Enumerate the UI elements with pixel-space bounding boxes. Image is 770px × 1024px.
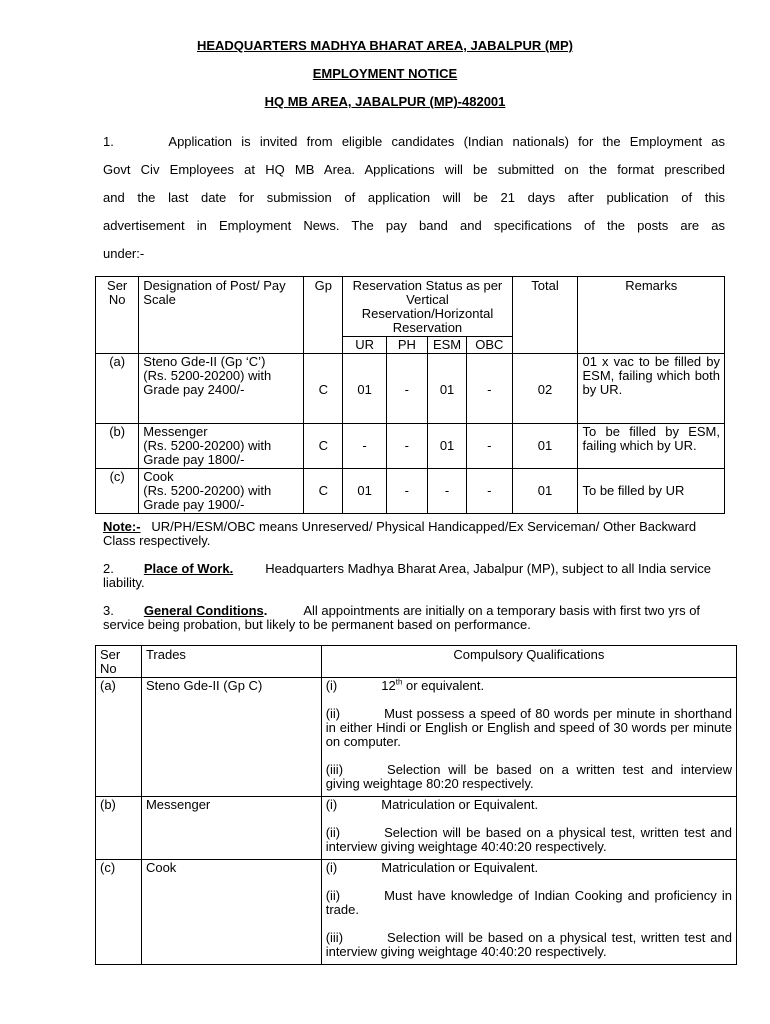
q-b-i-text: Matriculation or Equivalent. (381, 797, 539, 812)
note-text: UR/PH/ESM/OBC means Unreserved/ Physical Handicapped/Ex Serviceman/ Other Backward Class respectively. (103, 519, 697, 548)
row-b-grade-pay: Grade pay 1800/- (143, 452, 245, 467)
q-a-iii-text: Selection will be based on a written test and interview giving weightage 80:20 respectively. (325, 762, 732, 791)
q-row-b-trade: Messenger (141, 797, 321, 860)
header-esm: ESM (427, 337, 466, 354)
header-gp: Gp (304, 277, 343, 354)
q-c-ii-num: (ii) (325, 888, 341, 903)
q-a-i-sup: th (395, 677, 403, 687)
row-c-designation (139, 469, 304, 514)
intro-paragraph (103, 128, 725, 268)
para3-text: All appointments are initially on a temporary basis with first two yrs of service being probation, but likely to be permanent based on performance. (103, 603, 701, 632)
row-c-gp: C (304, 469, 343, 514)
q-row-b-qualifications (321, 797, 736, 860)
para3-number: 3. (103, 603, 114, 618)
row-c-grade-pay: Grade pay 1900/- (143, 497, 245, 512)
q-header-qualifications: Compulsory Qualifications (321, 646, 736, 678)
q-a-i-text: or equivalent. (402, 678, 485, 693)
intro-line-2: Govt Civ Employees at HQ MB Area. Applications will be submitted on the format prescribed (103, 162, 725, 177)
row-a-grade-pay: Grade pay 2400/- (143, 382, 245, 397)
row-a-gp: C (304, 354, 343, 424)
q-a-iii-num: (iii) (325, 762, 344, 777)
row-a-obc: - (467, 354, 512, 424)
q-c-iii-num: (iii) (325, 930, 344, 945)
row-a-remarks: 01 x vac to be filled by ESM, failing which both by UR. (578, 354, 725, 424)
q-c-ii-text: Must have knowledge of Indian Cooking and proficiency in trade. (325, 888, 732, 917)
header-total: Total (512, 277, 578, 354)
q-row-c-trade: Cook (141, 860, 321, 965)
q-row-b-ser: (b) (96, 797, 142, 860)
q-a-i-pre: 12 (381, 678, 396, 693)
header-ser-no: Ser No (96, 277, 139, 354)
general-conditions-paragraph: 3. General Conditions. All appointments are initially on a temporary basis with first two yrs of service being probation, but likely to be permanent based on performance. (103, 603, 701, 632)
para2-number: 2. (103, 561, 114, 576)
row-b-gp: C (304, 424, 343, 469)
row-a-ur: 01 (343, 354, 386, 424)
address-title: HQ MB AREA, JABALPUR (MP)-482001 (264, 94, 506, 109)
row-b-esm: 01 (427, 424, 466, 469)
q-row-a-ser: (a) (96, 678, 142, 797)
para3-title: General Conditions (143, 603, 264, 618)
row-c-ur: 01 (343, 469, 386, 514)
intro-line-5: under:- (103, 246, 145, 261)
q-header-trades: Trades (141, 646, 321, 678)
row-b-remarks: To be filled by ESM, failing which by UR. (578, 424, 725, 469)
notice-title: EMPLOYMENT NOTICE (312, 66, 458, 81)
q-header-ser-no: Ser No (96, 646, 142, 678)
q-c-i-num: (i) (325, 860, 338, 875)
row-b-obc: - (467, 424, 512, 469)
row-b-post: Messenger (143, 424, 208, 439)
place-of-work-paragraph (103, 562, 728, 590)
row-b-total: 01 (512, 424, 578, 469)
row-a-esm: 01 (427, 354, 466, 424)
row-c-post: Cook (143, 469, 174, 484)
q-c-iii-text: Selection will be based on a physical test, written test and interview giving weightage 40:40:20 respectively. (325, 930, 732, 959)
q-a-ii-num: (ii) (325, 706, 341, 721)
header-designation: Designation of Post/ Pay Scale (139, 277, 304, 354)
row-c-total: 01 (512, 469, 578, 514)
q-b-ii-num: (ii) (325, 825, 341, 840)
header-ph: PH (386, 337, 427, 354)
note-label: Note:- (103, 519, 141, 534)
q-row-c-ser: (c) (96, 860, 142, 965)
row-a-total: 02 (512, 354, 578, 424)
row-b-ur: - (343, 424, 386, 469)
row-a-post: Steno Gde-II (Gp ‘C’) (143, 354, 266, 369)
posts-table (95, 276, 725, 514)
row-a-designation (139, 354, 304, 424)
row-c-ser: (c) (96, 469, 139, 514)
row-c-esm: - (427, 469, 466, 514)
org-title: HEADQUARTERS MADHYA BHARAT AREA, JABALPUR (MP) (196, 38, 574, 53)
header-remarks: Remarks (578, 277, 725, 354)
row-c-obc: - (467, 469, 512, 514)
q-row-c-qualifications (321, 860, 736, 965)
row-b-scale: (Rs. 5200-20200) with (143, 438, 272, 453)
row-a-ser: (a) (96, 354, 139, 424)
row-a-scale: (Rs. 5200-20200) with (143, 368, 272, 383)
q-b-ii-text: Selection will be based on a physical test, written test and interview giving weightage 40:40:20 respectively. (325, 825, 732, 854)
para2-text: Headquarters Madhya Bharat Area, Jabalpur (MP), subject to all India service liability. (103, 561, 712, 590)
row-c-ph: - (386, 469, 427, 514)
q-b-i-num: (i) (325, 797, 338, 812)
intro-line-1: 1. Application is invited from eligible candidates (Indian nationals) for the Employment as (103, 134, 725, 149)
q-c-i-text: Matriculation or Equivalent. (381, 860, 539, 875)
para2-title: Place of Work. (143, 561, 234, 576)
header-ur: UR (343, 337, 386, 354)
q-row-a-trade: Steno Gde-II (Gp C) (141, 678, 321, 797)
q-a-i-num: (i) (325, 678, 338, 693)
row-c-remarks: To be filled by UR (578, 469, 725, 514)
intro-line-4: advertisement in Employment News. The pay band and specifications of the posts are as (103, 218, 725, 233)
row-c-scale: (Rs. 5200-20200) with (143, 483, 272, 498)
header-obc: OBC (467, 337, 512, 354)
intro-line-3: and the last date for submission of application will be 21 days after publication of this (103, 190, 725, 205)
qualifications-table (95, 645, 737, 965)
row-b-designation (139, 424, 304, 469)
q-a-ii-text: Must possess a speed of 80 words per minute in shorthand in either Hindi or English or English and speed of 30 words per minute on computer. (325, 706, 732, 749)
row-b-ser: (b) (96, 424, 139, 469)
q-row-a-qualifications (321, 678, 736, 797)
note-paragraph (103, 520, 728, 548)
row-b-ph: - (386, 424, 427, 469)
header-reservation: Reservation Status as per Vertical Reservation/Horizontal Reservation (343, 277, 512, 337)
row-a-ph: - (386, 354, 427, 424)
